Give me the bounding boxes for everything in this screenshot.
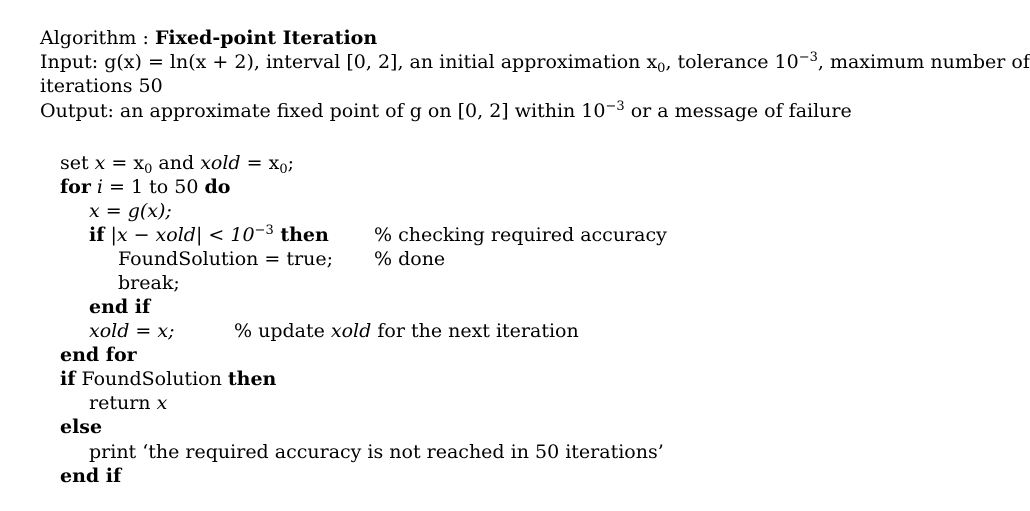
code-end-for-line: end for bbox=[60, 344, 137, 366]
comment-update bbox=[234, 319, 579, 343]
for-keyword: for bbox=[60, 176, 91, 198]
code-if2-line bbox=[60, 367, 276, 391]
code-end-if2-line: end if bbox=[60, 465, 122, 487]
set-and: and bbox=[152, 152, 201, 174]
if2-keyword: if bbox=[60, 368, 76, 390]
code-found-line: FoundSolution = true; bbox=[118, 248, 333, 270]
comment-update-var: xold bbox=[330, 320, 372, 342]
input-line-2: iterations 50 bbox=[40, 75, 163, 97]
set-sub2: 0 bbox=[279, 162, 288, 177]
code-for-line bbox=[60, 175, 230, 199]
if-exponent: −3 bbox=[254, 223, 274, 238]
algorithm-name: Fixed-point Iteration bbox=[154, 27, 378, 49]
return-keyword: return bbox=[89, 392, 157, 414]
set-keyword: set bbox=[60, 152, 95, 174]
output-text: Output: an approximate fixed point of g on [0, 2] within 10 bbox=[40, 100, 606, 122]
comment-update-pre: % update bbox=[234, 320, 331, 342]
input-text: Input: g(x) = ln(x + 2), interval [0, 2], an initial approximation x bbox=[40, 51, 658, 73]
do-keyword: do bbox=[204, 176, 231, 198]
then-keyword: then bbox=[273, 224, 329, 246]
input-tolerance-exponent: −3 bbox=[798, 50, 818, 65]
set-eq: = x bbox=[105, 152, 145, 174]
if-keyword: if bbox=[89, 224, 105, 246]
input-tolerance: , tolerance 10 bbox=[665, 51, 799, 73]
set-sub: 0 bbox=[144, 162, 153, 177]
return-var: x bbox=[156, 392, 168, 414]
code-if-line bbox=[89, 223, 329, 247]
if2-condition: FoundSolution bbox=[75, 368, 228, 390]
code-end-if-line: end if bbox=[89, 296, 151, 318]
code-update-line: xold = x; bbox=[89, 320, 175, 342]
output-exponent: −3 bbox=[605, 99, 625, 114]
then2-keyword: then bbox=[227, 368, 277, 390]
set-x: x bbox=[94, 152, 106, 174]
output-text-tail: or a message of failure bbox=[624, 100, 852, 122]
comment-done: % done bbox=[374, 248, 446, 270]
input-x0-subscript: 0 bbox=[657, 61, 666, 76]
set-xold: xold bbox=[200, 152, 241, 174]
algorithm-title bbox=[40, 26, 377, 50]
set-semicolon: ; bbox=[287, 152, 295, 174]
algorithm-label: Algorithm : bbox=[40, 27, 149, 49]
for-var: i bbox=[96, 176, 103, 198]
code-break-line: break; bbox=[118, 272, 180, 294]
comment-update-post: for the next iteration bbox=[371, 320, 579, 342]
code-return-line bbox=[89, 391, 167, 415]
code-assign-line: x = g(x); bbox=[89, 200, 172, 222]
if-condition: |x − xold| < 10 bbox=[104, 224, 255, 246]
for-range: = 1 to 50 bbox=[102, 176, 205, 198]
code-print-line: print ‘the required accuracy is not reached in 50 iterations’ bbox=[89, 441, 664, 463]
set-eq2: = x bbox=[240, 152, 280, 174]
code-set-line bbox=[60, 151, 294, 175]
input-max-iter: , maximum number of bbox=[817, 51, 1030, 73]
comment-accuracy: % checking required accuracy bbox=[374, 224, 667, 246]
code-else-line: else bbox=[60, 416, 103, 438]
input-line-1 bbox=[40, 50, 1030, 74]
output-line bbox=[40, 99, 852, 123]
